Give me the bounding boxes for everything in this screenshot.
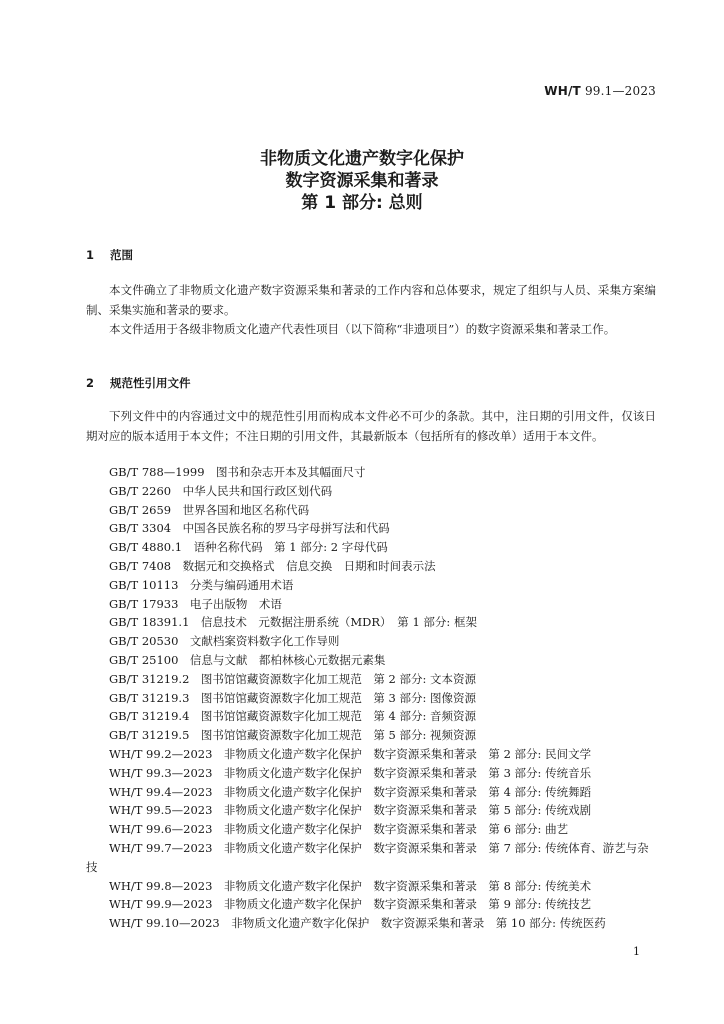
title-line-1: 非物质文化遗产数字化保护	[260, 149, 464, 169]
reference-item: GB/T 31219.2 图书馆馆藏资源数字化加工规范 第 2 部分: 文本资源	[109, 671, 477, 686]
reference-item: WH/T 99.3—2023 非物质文化遗产数字化保护 数字资源采集和著录 第 3 部分: 传统音乐	[109, 765, 592, 780]
reference-item: WH/T 99.6—2023 非物质文化遗产数字化保护 数字资源采集和著录 第 6 部分: 曲艺	[109, 822, 569, 837]
section-2-paragraph-1: 下列文件中的内容通过文中的规范性引用而构成本文件必不可少的条款。其中，注日期的引用文件，仅该日期对应的版本适用于本文件；不注日期的引用文件，其最新版本（包括所有的修改单）适用于本文件。	[86, 409, 656, 443]
reference-item: GB/T 31219.4 图书馆馆藏资源数字化加工规范 第 4 部分: 音频资源	[109, 709, 477, 724]
page-number: 1	[633, 945, 640, 958]
reference-item: GB/T 31219.3 图书馆馆藏资源数字化加工规范 第 3 部分: 图像资源	[109, 690, 477, 705]
reference-item: GB/T 7408 数据元和交换格式 信息交换 日期和时间表示法	[109, 558, 436, 573]
reference-item: WH/T 99.4—2023 非物质文化遗产数字化保护 数字资源采集和著录 第 4 部分: 传统舞蹈	[109, 784, 592, 799]
standard-code-number: 99.1—2023	[584, 84, 656, 98]
reference-item: GB/T 788—1999 图书和杂志开本及其幅面尺寸	[109, 465, 366, 479]
title-line-2: 数字资源采集和著录	[285, 171, 439, 191]
reference-item: GB/T 2260 中华人民共和国行政区划代码	[109, 483, 333, 498]
reference-item: GB/T 10113 分类与编码通用术语	[109, 577, 294, 592]
reference-item: GB/T 20530 文献档案资料数字化工作导则	[109, 634, 340, 649]
reference-item: GB/T 25100 信息与文献 都柏林核心元数据元素集	[109, 652, 386, 667]
reference-item: WH/T 99.8—2023 非物质文化遗产数字化保护 数字资源采集和著录 第 8 部分: 传统美术	[109, 878, 592, 893]
section-2-title: 规范性引用文件	[110, 376, 191, 390]
section-1-heading	[86, 247, 133, 263]
reference-item: WH/T 99.7—2023 非物质文化遗产数字化保护 数字资源采集和著录 第 7 部分: 传统体育、游艺与杂技	[86, 840, 649, 874]
reference-item: GB/T 2659 世界各国和地区名称代码	[109, 502, 310, 517]
reference-item: WH/T 99.2—2023 非物质文化遗产数字化保护 数字资源采集和著录 第 2 部分: 民间文学	[109, 746, 592, 761]
section-2-number: 2	[86, 376, 95, 390]
section-1-paragraph-1: 本文件确立了非物质文化遗产数字资源采集和著录的工作内容和总体要求，规定了组织与人员、采集方案编制、采集实施和著录的要求。	[86, 283, 656, 317]
reference-item: WH/T 99.5—2023 非物质文化遗产数字化保护 数字资源采集和著录 第 5 部分: 传统戏剧	[109, 803, 592, 818]
reference-item: GB/T 31219.5 图书馆馆藏资源数字化加工规范 第 5 部分: 视频资源	[109, 728, 477, 743]
reference-item: GB/T 17933 电子出版物 术语	[109, 596, 282, 611]
section-1-paragraph-2: 本文件适用于各级非物质文化遗产代表性项目（以下简称“非遗项目”）的数字资源采集和著录工作。	[109, 322, 616, 336]
section-2-heading	[86, 375, 191, 391]
title-line-3: 第 1 部分: 总则	[301, 193, 423, 213]
standard-code	[544, 84, 656, 98]
normative-references-list	[86, 463, 656, 933]
reference-item: WH/T 99.9—2023 非物质文化遗产数字化保护 数字资源采集和著录 第 9 部分: 传统技艺	[109, 897, 592, 912]
document-title	[0, 148, 724, 214]
section-1-title: 范围	[110, 248, 134, 262]
reference-item: WH/T 99.10—2023 非物质文化遗产数字化保护 数字资源采集和著录 第 10 部分: 传统医药	[109, 916, 606, 931]
reference-item: GB/T 4880.1 语种名称代码 第 1 部分: 2 字母代码	[109, 540, 388, 555]
reference-item: GB/T 18391.1 信息技术 元数据注册系统（MDR） 第 1 部分: 框架	[109, 615, 477, 630]
reference-item: GB/T 3304 中国各民族名称的罗马字母拼写法和代码	[109, 521, 390, 536]
section-1-number: 1	[86, 248, 95, 262]
standard-code-prefix: WH/T	[544, 84, 581, 98]
